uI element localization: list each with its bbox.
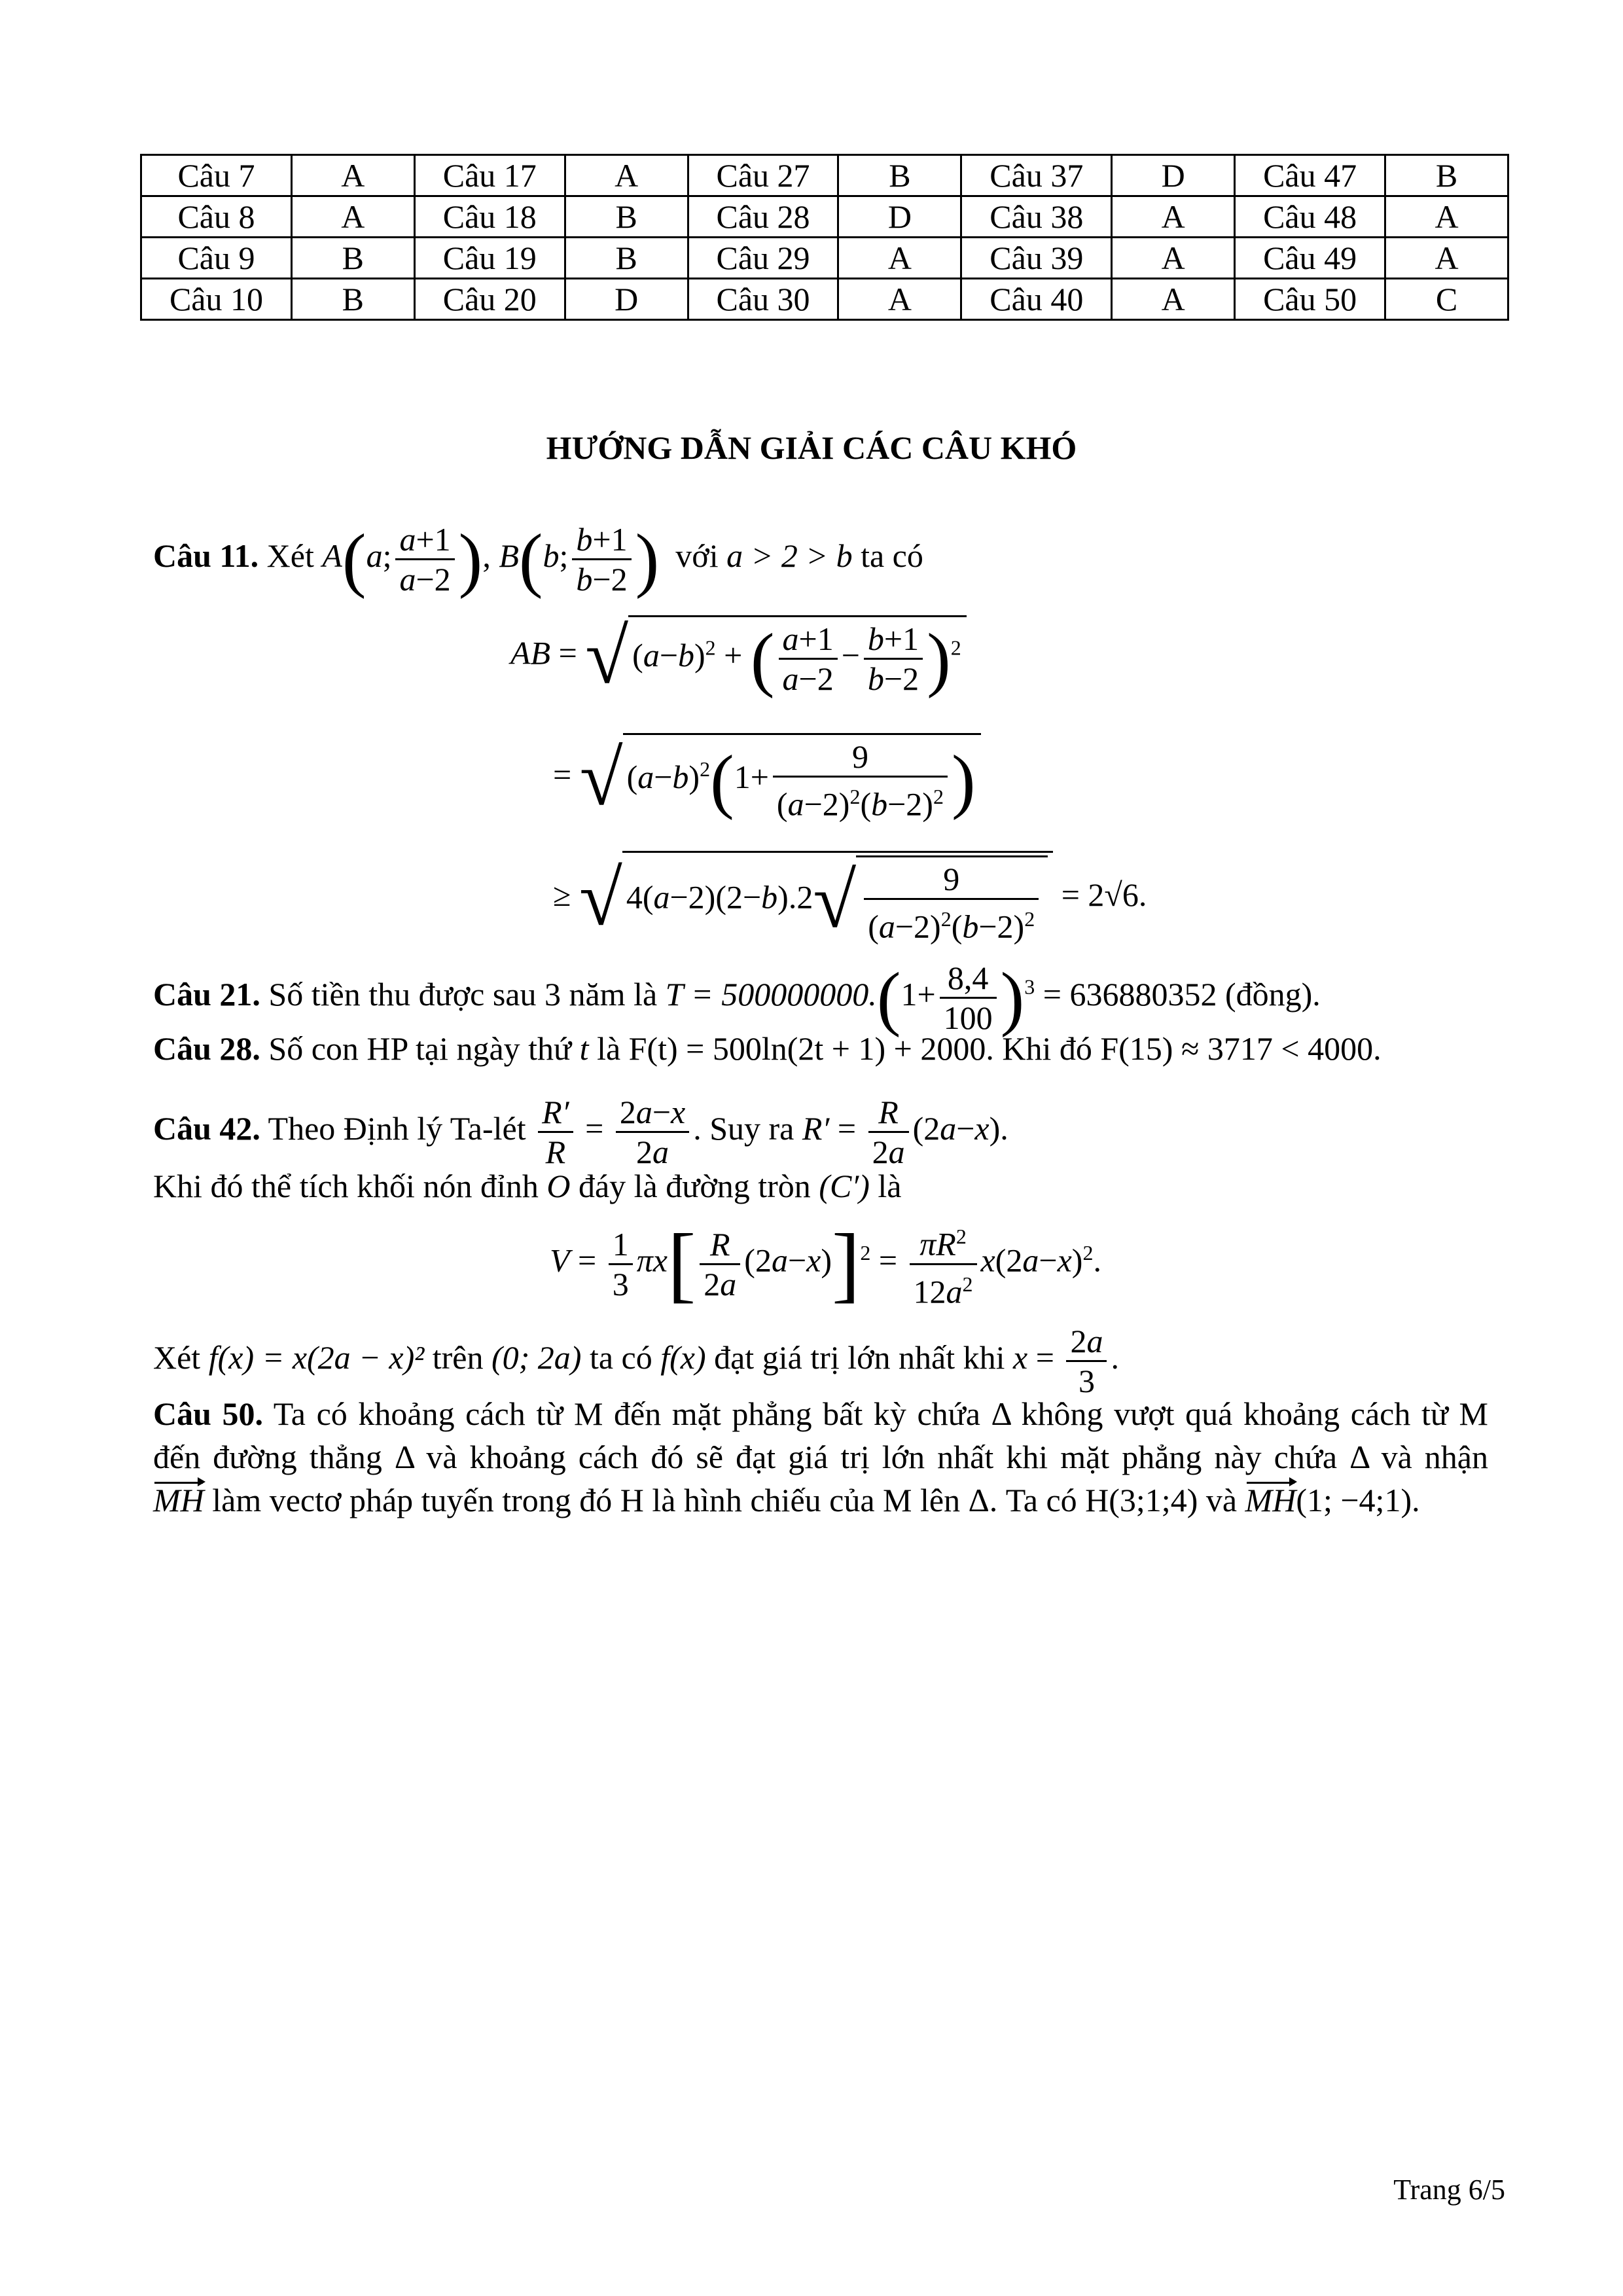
q42-line3: Xét f(x) = x(2a − x)² trên (0; 2a) ta có f(x) đạt giá trị lớn nhất khi x = $\frac{2a}{3}$ . — [153, 1323, 1119, 1399]
answer-cell: D — [838, 196, 961, 238]
q50-line1: Câu 50. Ta có khoảng cách từ M đến mặt phẳng bất kỳ chứa Δ không vượt quá khoảng cách từ M — [153, 1395, 1488, 1432]
answer-cell: A — [1112, 238, 1235, 279]
answer-cell: A — [838, 279, 961, 320]
q11-intro-line: Câu 11. Xét A(a; $\frac{a+1}{a-2}$ ), B(b; $\frac{b+1}{b-2}$ ) với a > 2 > b ta có — [153, 519, 923, 600]
answer-table-row — [141, 155, 1508, 196]
answer-cell: A — [1112, 279, 1235, 320]
answer-cell: B — [291, 279, 414, 320]
answer-cell: D — [1112, 155, 1235, 196]
q11-eq3: ≥ √ 4(a−2)(2−b).2√ $\frac{9}{(a-2)^2(b-2)^2}$ = 2√6. — [553, 851, 1147, 946]
question-cell: Câu 40 — [961, 279, 1112, 320]
answer-cell: B — [565, 238, 688, 279]
question-cell: Câu 39 — [961, 238, 1112, 279]
q42-line1: Câu 42. Theo Định lý Ta-lét $\frac{R'}{R}$ = $\frac{2a-x}{2a}$ . Suy ra R′ = $\frac{R}{2a}$ (2a−x). — [153, 1094, 1008, 1170]
answer-table-row — [141, 279, 1508, 320]
question-cell: Câu 50 — [1235, 279, 1385, 320]
answer-cell: A — [1385, 196, 1508, 238]
q21-line: Câu 21. Số tiền thu được sau 3 năm là T = 500000000.(1+ $\frac{8,4}{100}$ )$^3$ = 636880352 (đồng). — [153, 958, 1321, 1038]
answer-table-row — [141, 238, 1508, 279]
question-cell: Câu 27 — [688, 155, 838, 196]
q50-line3: MH làm vectơ pháp tuyến trong đó H là hình chiếu của M lên Δ. Ta có H(3;1;4) và MH(1; −4;1). — [153, 1482, 1420, 1518]
question-cell: Câu 49 — [1235, 238, 1385, 279]
question-cell: Câu 29 — [688, 238, 838, 279]
question-cell: Câu 7 — [141, 155, 292, 196]
answer-cell: B — [838, 155, 961, 196]
answer-cell: B — [291, 238, 414, 279]
question-cell: Câu 8 — [141, 196, 292, 238]
question-cell: Câu 19 — [414, 238, 565, 279]
q11-eq2: = √ $(a-b)^2(1+$ $\frac{9}{(a-2)^2(b-2)^2}$ ) — [553, 733, 981, 823]
answer-table — [140, 154, 1509, 321]
question-cell: Câu 38 — [961, 196, 1112, 238]
answer-cell: A — [838, 238, 961, 279]
question-cell: Câu 47 — [1235, 155, 1385, 196]
answer-cell: A — [565, 155, 688, 196]
answer-cell: A — [1385, 238, 1508, 279]
question-cell: Câu 9 — [141, 238, 292, 279]
q50-line2: đến đường thẳng Δ và khoảng cách đó sẽ đạt giá trị lớn nhất khi mặt phẳng này chứa Δ và nhận — [153, 1439, 1488, 1475]
question-cell: Câu 10 — [141, 279, 292, 320]
section-heading: HƯỚNG DẪN GIẢI CÁC CÂU KHÓ — [546, 429, 1077, 466]
answer-cell: A — [291, 196, 414, 238]
q28-line: Câu 28. Số con HP tại ngày thứ t là F(t) = 500ln(2t + 1) + 2000. Khi đó F(15) ≈ 3717 < 4000. — [153, 1030, 1382, 1067]
answer-cell: D — [565, 279, 688, 320]
question-cell: Câu 18 — [414, 196, 565, 238]
q42-line2: Khi đó thể tích khối nón đỉnh O đáy là đường tròn (C′) là — [153, 1168, 902, 1204]
answer-cell: C — [1385, 279, 1508, 320]
answer-cell: A — [1112, 196, 1235, 238]
answer-cell: A — [291, 155, 414, 196]
question-cell: Câu 17 — [414, 155, 565, 196]
question-cell: Câu 37 — [961, 155, 1112, 196]
question-cell: Câu 30 — [688, 279, 838, 320]
answer-cell: B — [1385, 155, 1508, 196]
answer-cell: B — [565, 196, 688, 238]
question-cell: Câu 28 — [688, 196, 838, 238]
q42-volume: V = $\frac{1}{3}$ πx[ $\frac{R}{2a}$ (2a−x)]$^2$ = $\frac{\pi R^2}{12a^2}$ $x(2a-x)^2$. — [550, 1217, 1101, 1312]
page-number: Trang 6/5 — [1393, 2174, 1505, 2206]
q11-eq1: AB = √ $(a-b)^2$ + ( $\frac{a+1}{a-2}$ − $\frac{b+1}{b-2}$ )$^2$ — [510, 615, 967, 698]
answer-table-row — [141, 196, 1508, 238]
q50-paragraph — [153, 1394, 1488, 1520]
question-cell: Câu 20 — [414, 279, 565, 320]
question-cell: Câu 48 — [1235, 196, 1385, 238]
